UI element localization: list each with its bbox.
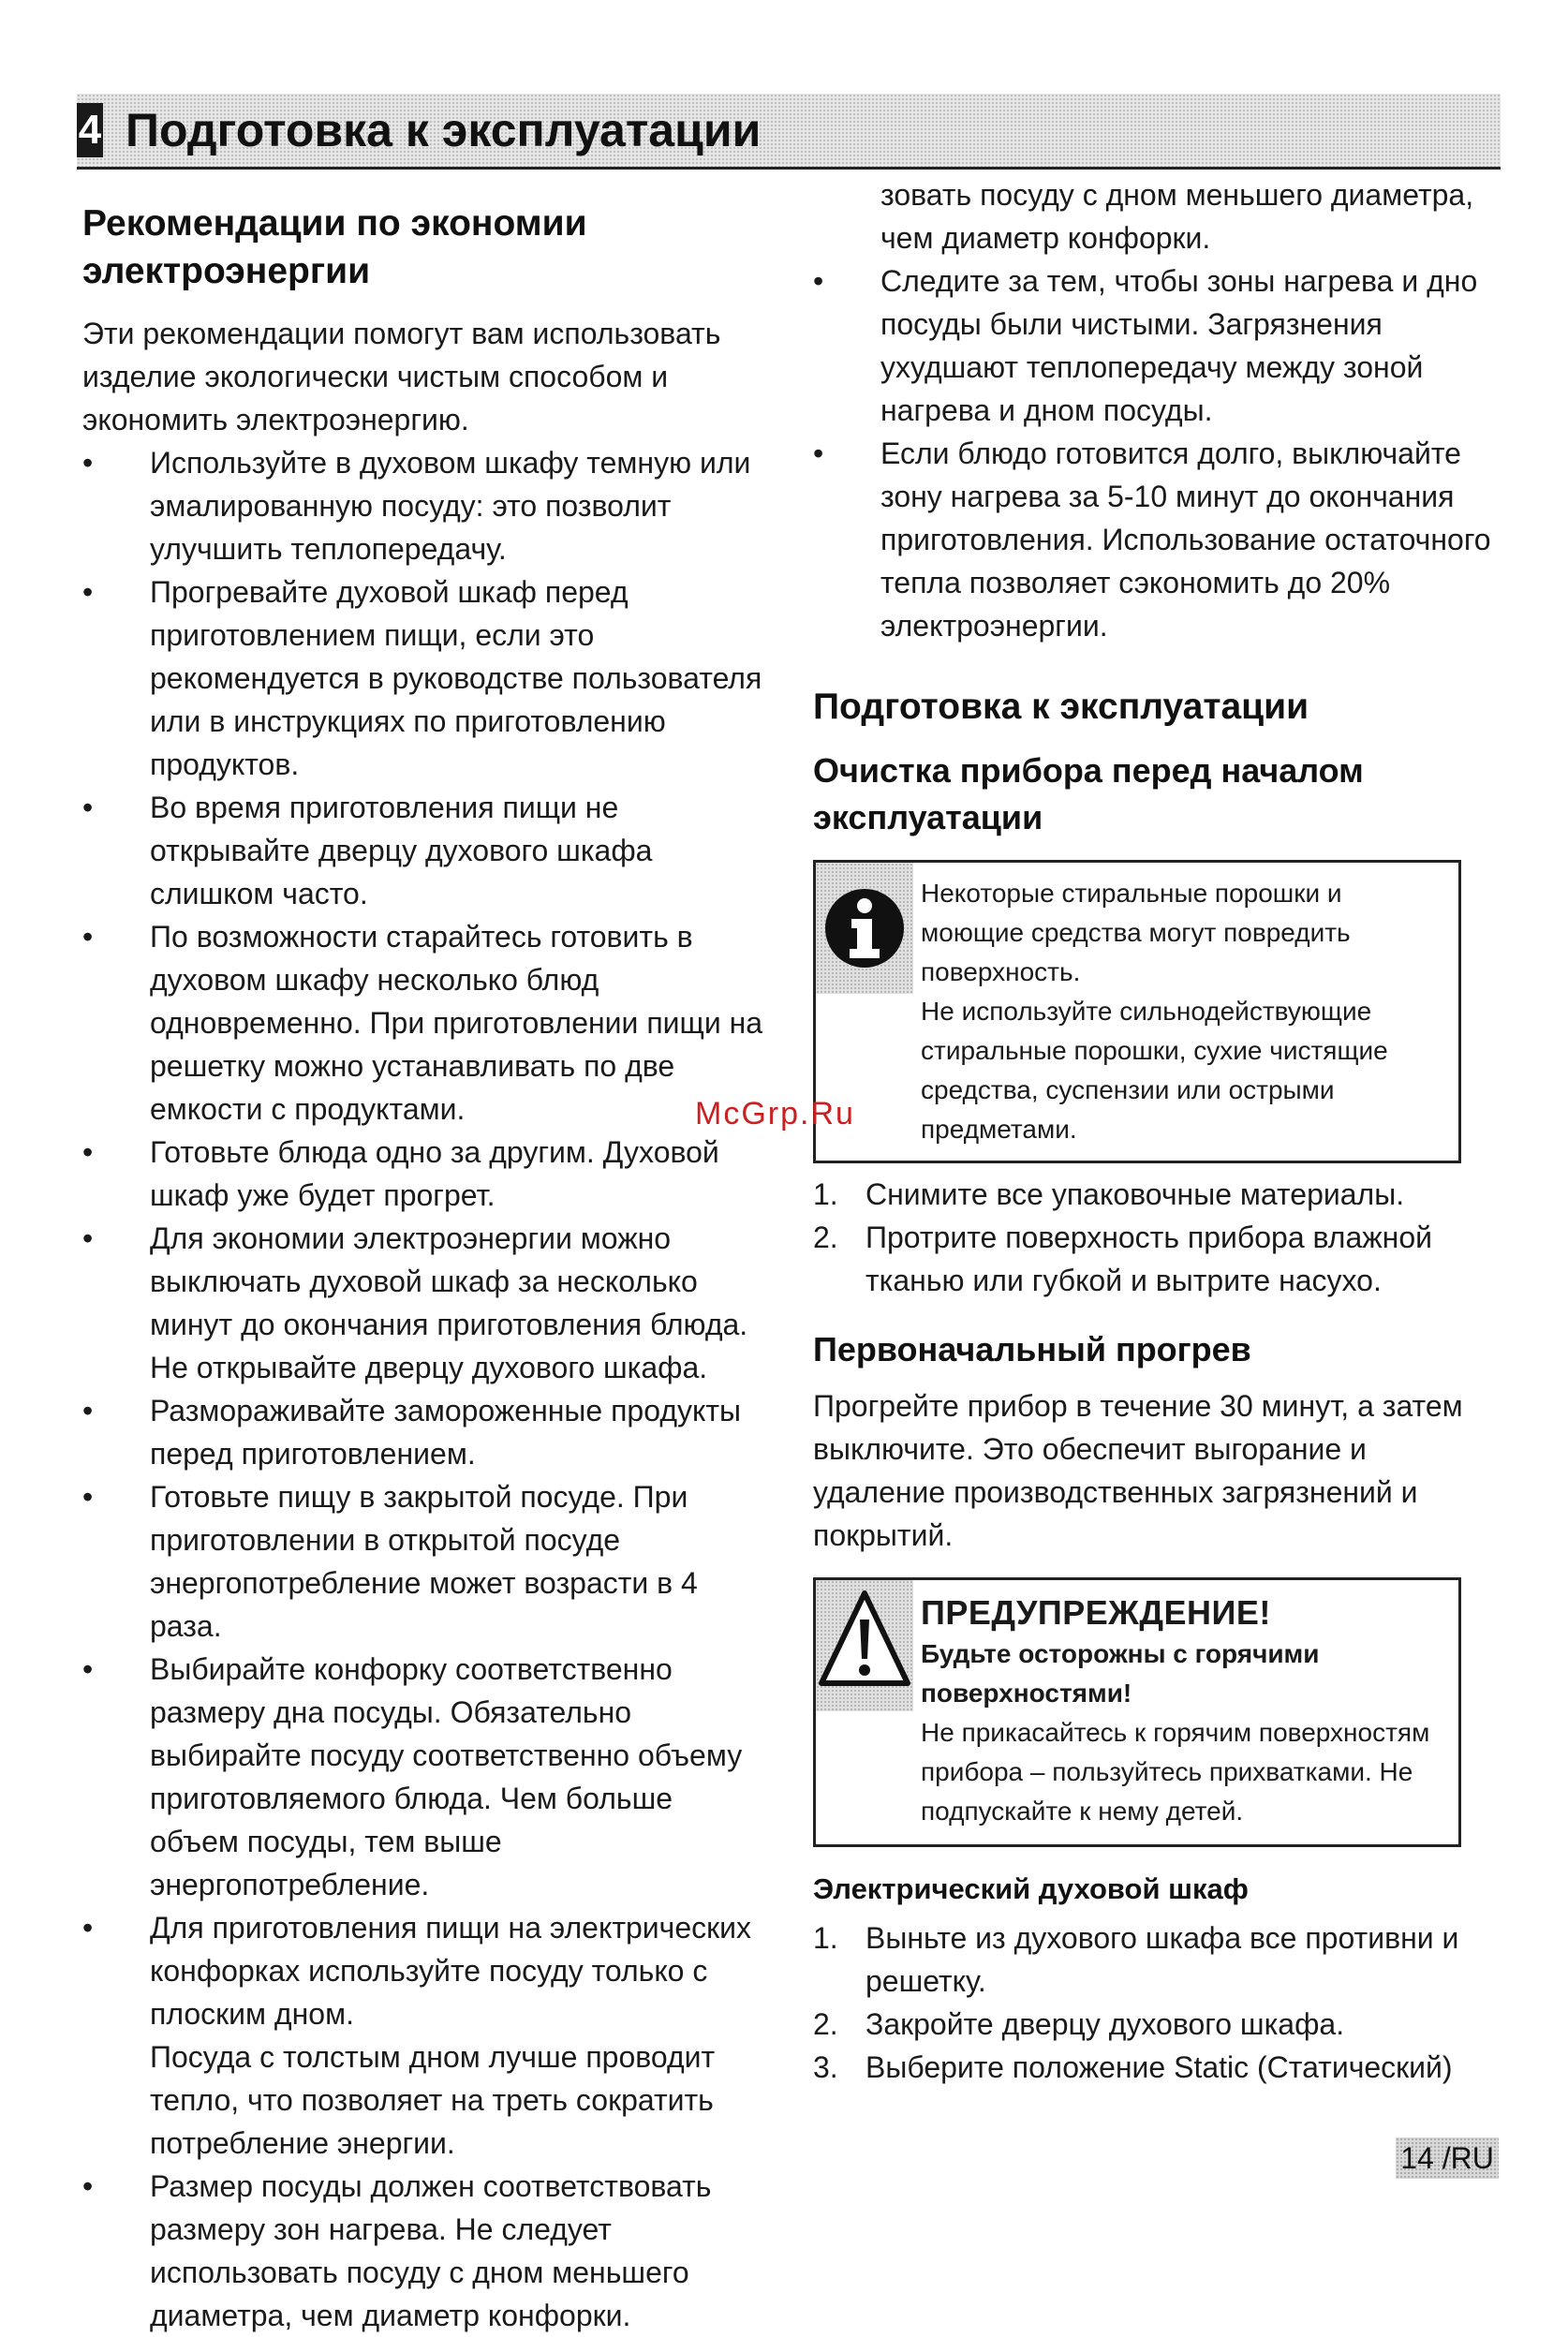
oven-heading: Электрический духовой шкаф xyxy=(813,1872,1249,1905)
section-heading: Подготовка к эксплуатации xyxy=(813,687,1309,727)
warning-subtitle: Будьте осторожны с горячими поверхностями! xyxy=(921,1639,1320,1708)
preheat-heading: Первоначальный прогрев xyxy=(813,1330,1251,1368)
list-item: • Выбирайте конфорку соответственно размеру дна посуды. Обязательно выбирайте посуду соответственно объему приготовляемого блюда. Чем больше объем посуды, тем выше энергопотребление. xyxy=(82,1652,743,1901)
list-item: • Во время приготовления пищи не открывайте дверцу духового шкафа слишком часто. xyxy=(82,791,653,910)
list-item: • Для экономии электроэнергии можно выключать духовой шкаф за несколько минут до окончания приготовления блюда. Не открывайте дверцу духового шкафа. xyxy=(82,1221,748,1384)
energy-saving-heading: Рекомендации по экономии электроэнергии xyxy=(82,203,587,291)
list-item-note: Посуда с толстым дном лучше проводит тепло, что позволяет на треть сократить потребление энергии. xyxy=(150,2040,716,2160)
list-item: • Готовьте пищу в закрытой посуде. При приготовлении в открытой посуде энергопотребление может возрасти в 4 раза. xyxy=(82,1480,698,1643)
list-item: • Если блюдо готовится долго, выключайте зону нагрева за 5-10 минут до окончания приготовления. Использование остаточного тепла позволяет сэкономить до 20% электроэнергии. xyxy=(813,436,1491,643)
list-item: 1. Выньте из духового шкафа все противни и решетку. xyxy=(813,1921,1459,1998)
list-item: • Готовьте блюда одно за другим. Духовой шкаф уже будет прогрет. xyxy=(82,1135,719,1212)
list-item: 2. Протрите поверхность прибора влажной тканью или губкой и вытрите насухо. xyxy=(813,1220,1432,1297)
list-item: 2. Закройте дверцу духового шкафа. xyxy=(813,2007,1345,2041)
watermark: McGrp.Ru xyxy=(695,1096,855,1132)
bullet-continuation: зовать посуду с дном меньшего диаметра, чем диаметр конфорки. xyxy=(880,178,1474,255)
energy-saving-intro: Эти рекомендации помогут вам использовать изделие экологически чистым способом и экономить электроэнергию. xyxy=(82,317,721,436)
chapter-number: 4 xyxy=(77,103,103,157)
list-item: 1. Снимите все упаковочные материалы. xyxy=(813,1177,1405,1211)
info-icon xyxy=(816,863,913,994)
chapter-title: Подготовка к эксплуатации xyxy=(126,104,762,156)
list-item: • Размер посуды должен соответствовать размеру зон нагрева. Не следует использовать посуду с дном меньшего диаметра, чем диаметр конфорки. xyxy=(82,2169,712,2332)
info-text-1: Некоторые стиральные порошки и моющие средства могут повредить поверхность. xyxy=(921,879,1351,986)
list-item: • Следите за тем, чтобы зоны нагрева и дно посуды были чистыми. Загрязнения ухудшают теплопередачу между зоной нагрева и дном посуды. xyxy=(813,264,1478,427)
warning-notice xyxy=(813,1577,1461,1847)
warning-title: ПРЕДУПРЕЖДЕНИЕ! xyxy=(921,1593,1271,1632)
info-notice xyxy=(813,860,1461,1163)
left-column xyxy=(82,173,766,2337)
list-item: • Размораживайте замороженные продукты перед приготовлением. xyxy=(82,1394,741,1471)
list-item: 3. Выберите положение Static (Статический) xyxy=(813,2050,1453,2084)
list-item: • По возможности старайтесь готовить в духовом шкафу несколько блюд одновременно. При приготовлении пищи на решетку можно устанавливать по две емкости с продуктами. xyxy=(82,920,763,1126)
preheat-text: Прогрейте прибор в течение 30 минут, а затем выключите. Это обеспечит выгорание и удаление производственных загрязнений и покрытий. xyxy=(813,1389,1463,1552)
info-text-2: Не используйте сильнодействующие стиральные порошки, сухие чистящие средства, суспензии или острыми предметами. xyxy=(921,997,1388,1144)
list-item: • Прогревайте духовой шкаф перед приготовлением пищи, если это рекомендуется в руководстве пользователя или в инструкциях по приготовлению продуктов. xyxy=(82,575,762,781)
chapter-header xyxy=(77,94,1501,170)
warning-text: Не прикасайтесь к горячим поверхностям прибора – пользуйтесь прихватками. Не подпускайте к нему детей. xyxy=(921,1718,1430,1826)
warning-triangle-icon xyxy=(816,1580,913,1711)
cleaning-heading: Очистка прибора перед началом эксплуатации xyxy=(813,751,1364,836)
list-item: • Для приготовления пищи на электрических конфорках используйте посуду только с плоским дном. Посуда с толстым дном лучше проводит тепло, что позволяет на треть сократить потребление энергии. xyxy=(82,1906,766,2165)
page-number: 14 /RU xyxy=(1396,2137,1499,2179)
list-item: • Используйте в духовом шкафу темную или эмалированную посуду: это позволит улучшить теплопередачу. xyxy=(82,446,751,566)
right-column xyxy=(813,173,1506,2089)
